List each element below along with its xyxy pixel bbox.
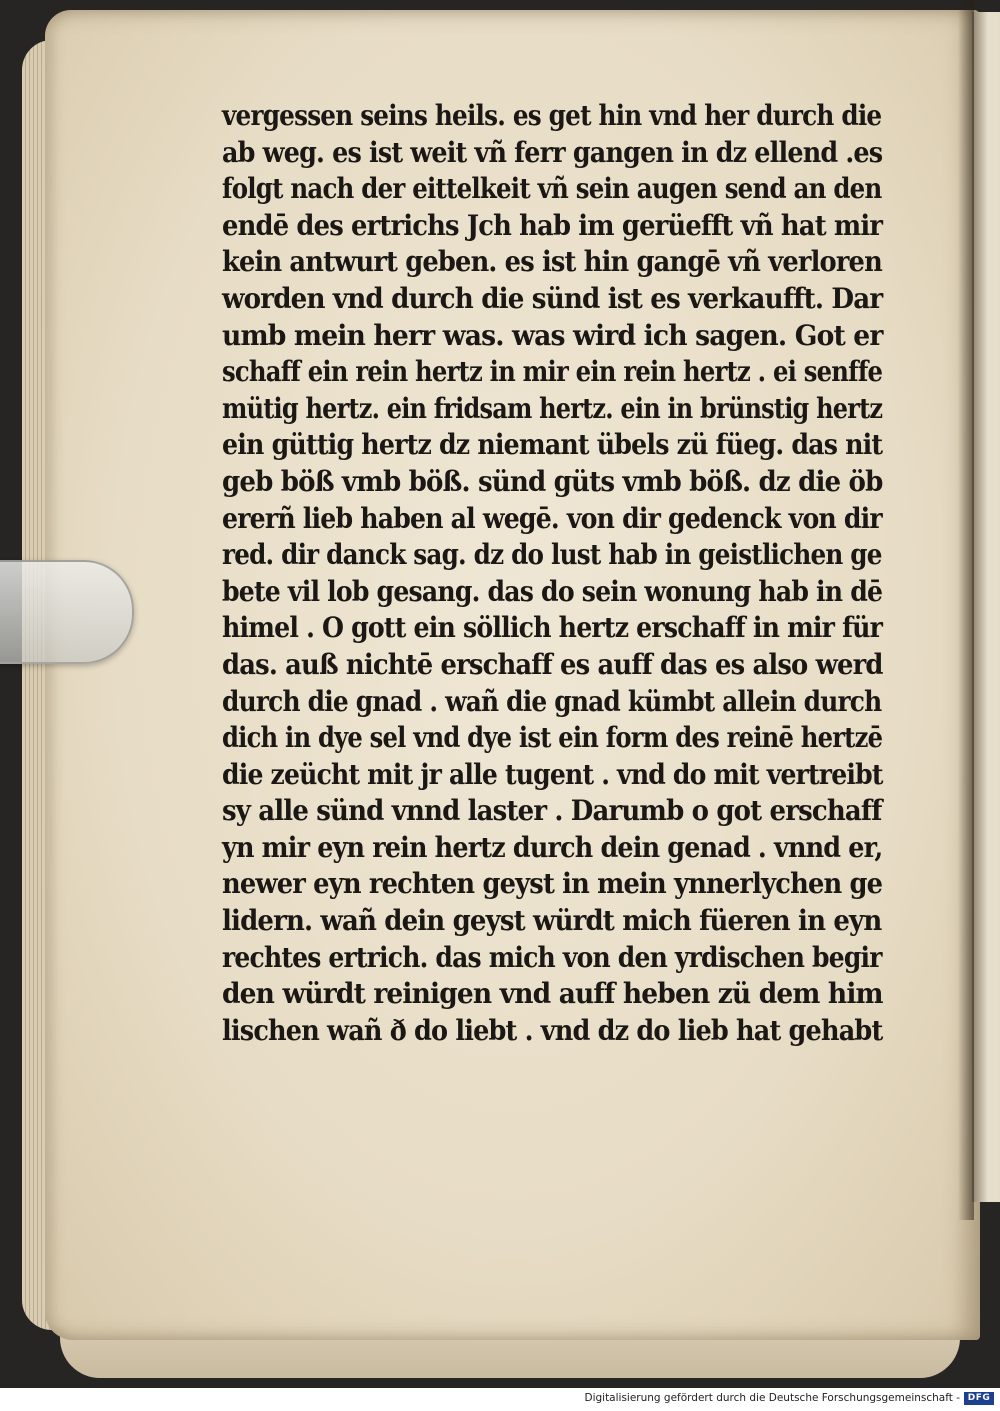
text-line: kein antwurt geben. es ist hin gangē vñ verloren [222,245,882,279]
text-line: dich in dye sel vnd dye ist ein form des reinē hertzē [222,721,883,755]
text-line: ererñ lieb haben al wegē. von dir gedenck von dir [222,501,882,535]
text-line: endē des ertrichs Jch hab im gerüefft vñ hat mir [222,208,883,242]
text-line: durch die gnad . wañ die gnad kümbt allein durch [222,684,882,718]
text-line: das. auß nichtē erschaff es auff das es also werd [222,647,883,681]
text-line: folgt nach der eittelkeit vñ sein augen send an den [222,172,882,206]
text-line: geb böß vmb böß. sünd güts vmb böß. dz die öb [222,464,883,498]
text-line: newer eyn rechten geyst in mein ynnerlychen ge [222,867,883,901]
text-line: lischen wañ ð do liebt . vnd dz do lieb hat gehabt [222,1013,883,1047]
text-line: rechtes ertrich. das mich von den yrdischen begir [222,940,882,974]
text-line: himel . O gott ein söllich hertz erschaff in mir für [222,611,883,645]
text-line: den würdt reinigen vnd auff heben zü dem him [222,977,883,1011]
text-line: ab weg. es ist weit vñ ferr gangen in dz ellend .es [222,135,883,169]
facing-page-edge [972,12,1000,1202]
book-gutter [958,0,974,1220]
text-line: bete vil lob gesang. das do sein wonung hab in dē [222,574,883,608]
text-line: lidern. wañ dein geyst würdt mich füeren in eyn [222,904,882,938]
text-line: mütig hertz. ein fridsam hertz. ein in brünstig hertz [222,391,883,425]
text-line: red. dir danck sag. dz do lust hab in geistlichen ge [222,538,882,572]
text-line: vergessen seins heils. es get hin vnd her durch die [222,99,882,132]
text-line: yn mir eyn rein hertz durch dein genad . vnnd er, [222,830,883,864]
text-line: ein güttig hertz dz niemant übels zü füeg. das nit [222,428,883,462]
page-clip [0,560,134,664]
text-line: worden vnd durch die sünd ist es verkaufft. Dar [222,281,883,315]
text-line: schaff ein rein hertz in mir ein rein hertz . ei senffe [222,355,883,389]
attribution-footer [0,1388,1000,1411]
text-line: die zeücht mit jr alle tugent . vnd do mit vertreibt [222,757,883,791]
text-line: sy alle sünd vnnd laster . Darumb o got erschaff [222,794,882,828]
funding-notice: Digitalisierung gefördert durch die Deutsche Forschungsgemeinschaft - [584,1392,960,1404]
dfg-logo: DFG [964,1392,994,1405]
blackletter-text-block [222,98,882,1049]
text-line: umb mein herr was. was wird ich sagen. Got er [222,318,883,352]
